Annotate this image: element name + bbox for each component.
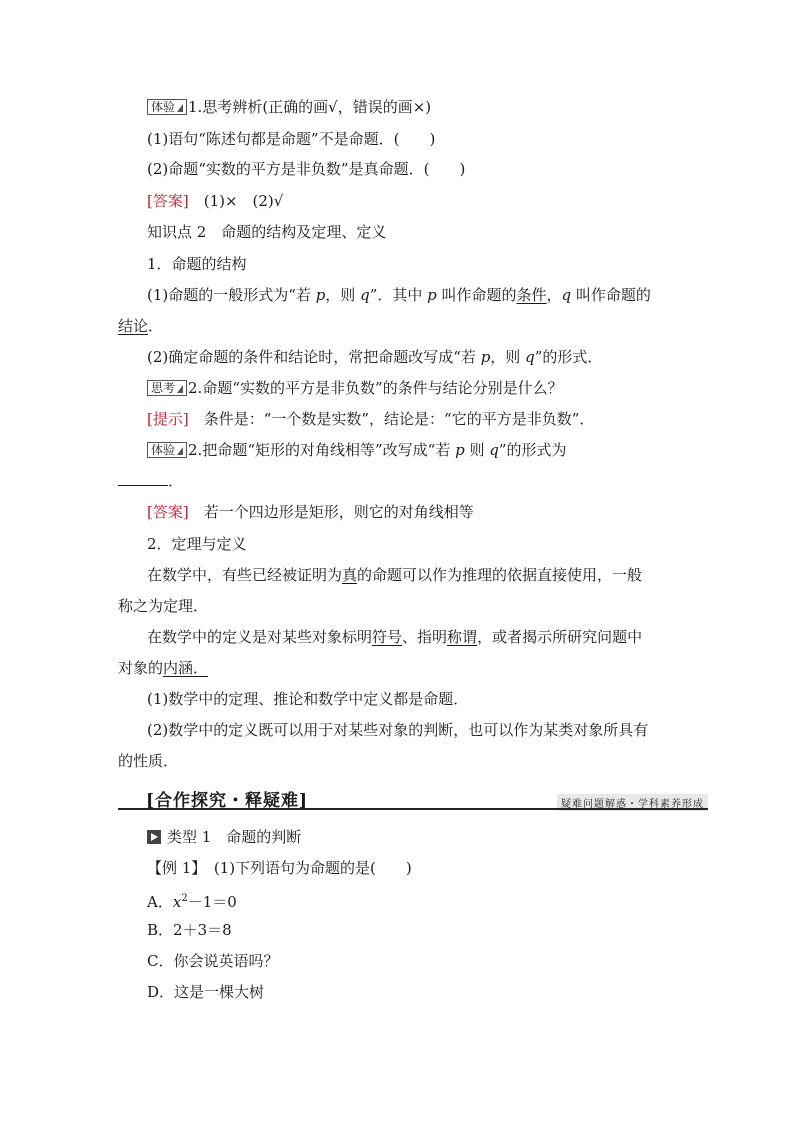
definition-paragraph-cont: 对象的内涵． bbox=[118, 659, 209, 677]
term-condition: 条件 bbox=[516, 286, 547, 304]
answer-blank bbox=[118, 471, 168, 486]
example-label: 【例 1】 bbox=[147, 859, 199, 877]
option-c: C．你会说英语吗？ bbox=[147, 952, 279, 970]
note-1: (1)数学中的定理、推论和数学中定义都是命题． bbox=[147, 690, 469, 708]
structure-paragraph-2: (2)确定命题的条件和结论时，常把命题改写成“若 p，则 q”的形式． bbox=[147, 348, 603, 366]
theorem-paragraph: 在数学中，有些已经被证明为真的命题可以作为推理的依据直接使用，一般 bbox=[147, 566, 643, 584]
section-header bbox=[118, 786, 708, 810]
subsection-1-title: 1．命题的结构 bbox=[147, 255, 247, 273]
section-subtitle: 疑难问题解惑・学科素养形成 bbox=[557, 794, 708, 811]
term-symbol: 符号 bbox=[372, 628, 403, 646]
hint-label: [提示] bbox=[147, 410, 189, 428]
structure-paragraph-1: (1)命题的一般形式为“若 p，则 q”．其中 p 叫作命题的条件，q 叫作命题的 bbox=[147, 286, 651, 304]
answer-label: [答案] bbox=[147, 192, 189, 210]
statement-1: (1)语句“陈述句都是命题”不是命题．( ) bbox=[147, 130, 436, 148]
term-connotation: 内涵． bbox=[163, 659, 209, 677]
answer-blank-line: ． bbox=[118, 470, 183, 492]
statement-2: (2)命题“实数的平方是非负数”是真命题．( ) bbox=[147, 160, 466, 178]
knowledge-point-2: 知识点 2 命题的结构及定理、定义 bbox=[147, 223, 387, 241]
structure-paragraph-1-cont: 结论． bbox=[118, 317, 164, 335]
term-conclusion: 结论 bbox=[118, 317, 149, 335]
experience-tag: 体验 bbox=[147, 99, 187, 115]
subsection-2-title: 2．定理与定义 bbox=[147, 535, 247, 553]
answer-label-2: [答案] bbox=[147, 503, 189, 521]
exercise-2-line: 体验 2.把命题“矩形的对角线相等”改写成“若 p 则 q”的形式为 bbox=[147, 439, 567, 461]
exercise-1-line: 体验 1.思考辨析(正确的画√，错误的画×) bbox=[147, 96, 431, 118]
note-2: (2)数学中的定义既可以用于对某些对象的判断，也可以作为某类对象所具有 bbox=[147, 721, 649, 739]
answer-1: [答案] (1)× (2)√ bbox=[147, 192, 284, 210]
option-a: A．$x^2-1=0$ bbox=[147, 893, 237, 911]
type-1-heading: 类型 1 命题的判断 bbox=[147, 826, 301, 848]
answer-2: [答案] 若一个四边形是矩形，则它的对角线相等 bbox=[147, 503, 474, 521]
theorem-paragraph-cont: 称之为定理． bbox=[118, 597, 209, 615]
term-true: 真 bbox=[342, 566, 358, 584]
option-d: D．这是一棵大树 bbox=[147, 983, 265, 1001]
think-2-line: 思考 2.命题“实数的平方是非负数”的条件与结论分别是什么？ bbox=[147, 377, 563, 399]
think-tag: 思考 bbox=[147, 380, 187, 396]
definition-paragraph: 在数学中的定义是对某些对象标明符号、指明称谓，或者揭示所研究问题中 bbox=[147, 628, 643, 646]
option-b: B．2＋3＝8 bbox=[147, 921, 232, 939]
section-rule bbox=[118, 808, 708, 810]
term-title: 称谓 bbox=[447, 628, 478, 646]
play-triangle-icon bbox=[147, 830, 161, 844]
example-1: 【例 1】 (1)下列语句为命题的是( ) bbox=[147, 859, 412, 877]
note-2-cont: 的性质． bbox=[118, 752, 179, 770]
section-title: [合作探究・释疑难] bbox=[146, 791, 309, 811]
hint-line: [提示] 条件是：“一个数是实数”，结论是：“它的平方是非负数”． bbox=[147, 410, 595, 428]
experience-tag-2: 体验 bbox=[147, 442, 187, 458]
